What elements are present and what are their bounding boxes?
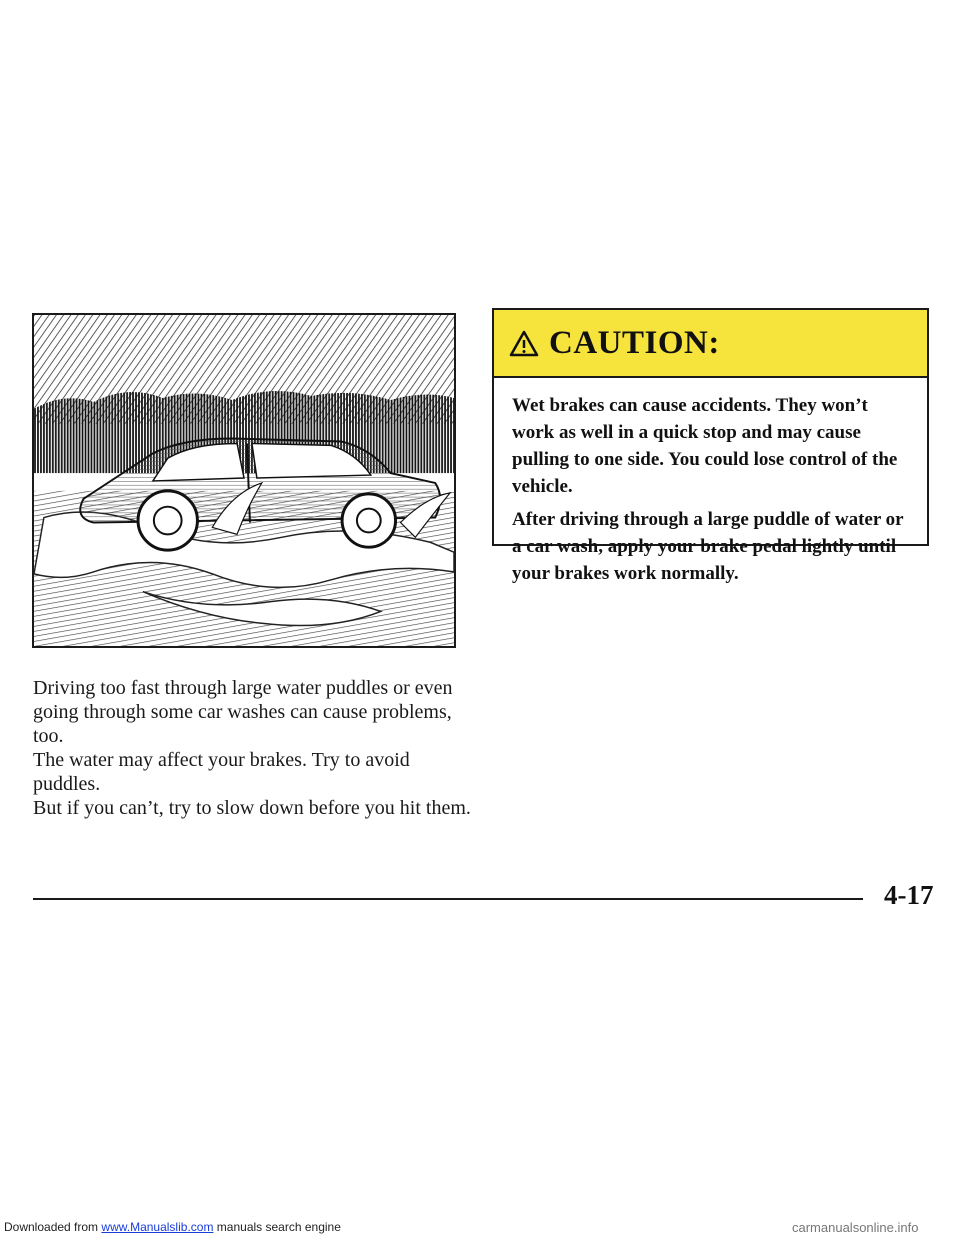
caution-paragraph: After driving through a large puddle of water or a car wash, apply your brake pedal lightly until your brakes work normally. [512, 509, 904, 584]
body-line: The water may affect your brakes. Try to avoid puddles. [33, 749, 410, 795]
warning-triangle-icon [509, 330, 539, 357]
manualslib-link[interactable]: www.Manualslib.com [101, 1220, 214, 1234]
footer-suffix: manuals search engine [216, 1220, 341, 1234]
caution-title: CAUTION: [549, 324, 720, 361]
page-number: 4-17 [884, 880, 934, 910]
caution-box [492, 308, 929, 584]
download-footer [4, 1220, 341, 1234]
body-paragraph [33, 676, 473, 820]
body-line: But if you can’t, try to slow down before you hit them. [33, 797, 471, 819]
car-driving-through-puddles-icon [34, 315, 454, 646]
footer-prefix: Downloaded from [4, 1220, 99, 1234]
caution-body [494, 378, 927, 587]
watermark-text: carmanualsonline.info [792, 1220, 919, 1235]
caution-paragraph: Wet brakes can cause accidents. They won’t work as well in a quick stop and may cause pulling to one side. You could lose control of the vehicle. [512, 395, 898, 497]
body-line: going through some car washes can cause problems, too. [33, 701, 452, 747]
body-line: Driving too fast through large water puddles or even [33, 677, 453, 699]
caution-header [494, 310, 927, 378]
footer-rule [33, 898, 863, 900]
car-puddle-illustration [32, 313, 456, 648]
